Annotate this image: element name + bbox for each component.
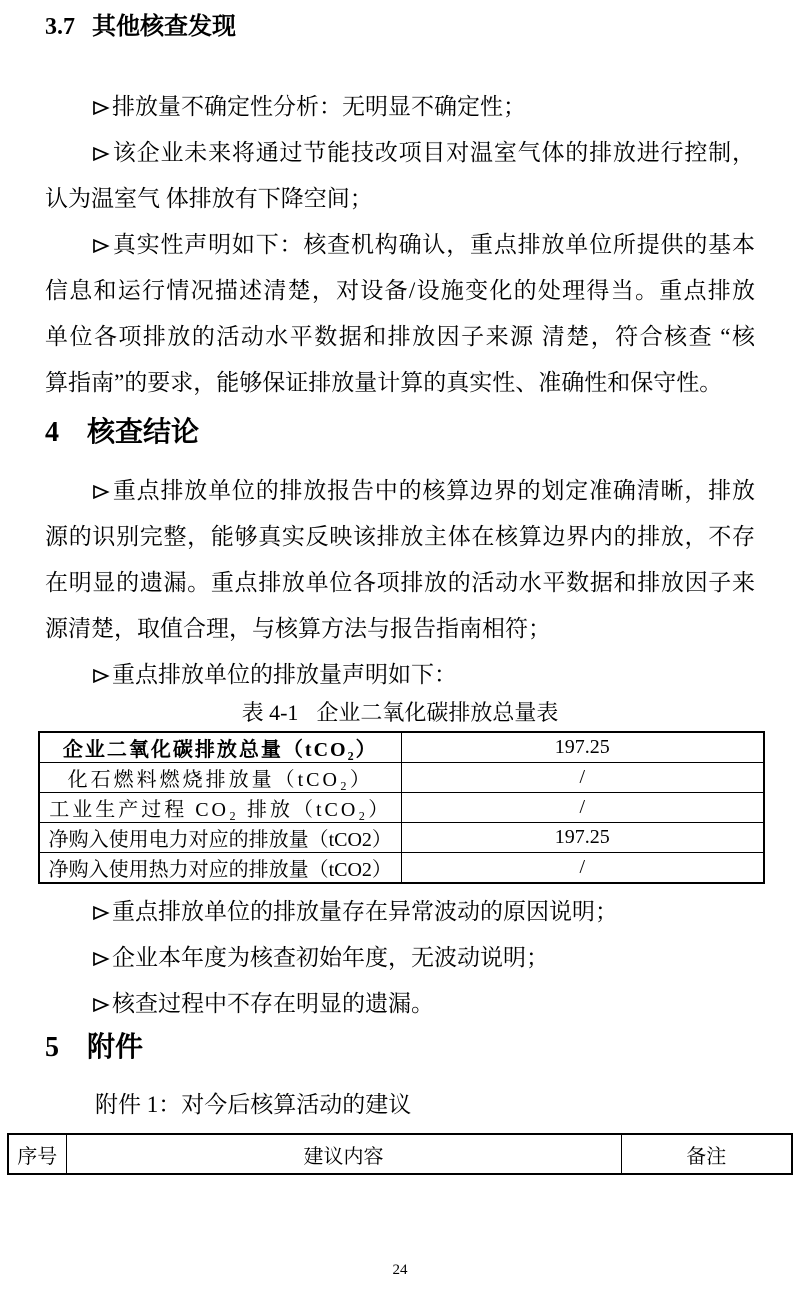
paragraph-text: 该企业未来将通过节能技改项目对温室气体的排放进行控制， [112,140,755,165]
paragraph-line [45,222,755,268]
bulleted-paragraph-fluctuation [45,889,755,935]
arrow-bullet-icon [92,100,110,116]
emissions-table [38,731,765,884]
table-row [39,823,764,853]
emission-label-cell: 企业二氧化碳排放总量（tCO₂） [39,732,401,763]
emission-label-cell: 净购入使用电力对应的排放量（tCO2） [39,823,401,853]
paragraph-line [45,652,755,698]
section-heading-3-7 [45,10,755,44]
paragraph-text: 排放量不确定性分析：无明显不确定性； [112,94,526,119]
table-caption-label: 表 4-1 [241,700,299,725]
table-caption-title: 企业二氧化碳排放总量表 [316,700,559,725]
arrow-bullet-icon [92,997,110,1013]
arrow-bullet-icon [92,146,110,162]
paragraph-line: 源清楚，取值合理，与核算方法与报告指南相符； [45,616,551,641]
table-caption [0,700,800,726]
paragraph-line [45,130,755,176]
paragraph-text: 真实性声明如下：核查机构确认，重点排放单位所提供的基本 [112,232,755,257]
emission-value-cell: / [401,763,764,793]
paragraph-text: 重点排放单位的排放量存在异常波动的原因说明； [112,899,618,924]
arrow-bullet-icon [92,951,110,967]
arrow-bullet-icon [92,668,110,684]
section-number: 5 [45,1032,59,1063]
paragraph-text: 重点排放单位的排放量声明如下： [112,662,457,687]
paragraph-line [45,889,755,935]
table-header-row [8,1134,792,1174]
paragraph-line: 信息和运行情况描述清楚，对设备/设施变化的处理得当。重点排放 [45,278,755,303]
emission-value-cell: / [401,853,764,884]
table-row [39,793,764,823]
page-number: 24 [392,1262,408,1278]
table-row [39,732,764,763]
paragraph-text: 核查过程中不存在明显的遗漏。 [112,991,434,1016]
emission-value-cell: 197.25 [401,732,764,763]
attachment-title: 附件 1：对今后核算活动的建议 [95,1092,412,1117]
paragraph-line: 源的识别完整，能够真实反映该排放主体在核算边界内的排放，不存 [45,524,755,549]
arrow-bullet-icon [92,905,110,921]
bulleted-paragraph-statement [45,222,755,406]
bulleted-paragraph-uncertainty [45,84,755,130]
section-heading-5 [45,1029,755,1067]
bulleted-paragraph-initial-year [45,935,755,981]
section-title: 附件 [87,1032,144,1063]
header-cell-remark: 备注 [621,1134,792,1174]
table-row [39,853,764,884]
emission-value-cell: 197.25 [401,823,764,853]
paragraph-text: 企业本年度为核查初始年度，无波动说明； [112,945,549,970]
bulleted-paragraph-control [45,130,755,222]
bulleted-paragraph-declaration [45,652,755,698]
arrow-bullet-icon [92,484,110,500]
paragraph-line [45,84,755,130]
paragraph-line [45,468,755,514]
paragraph-line: 单位各项排放的活动水平数据和排放因子来源 清楚，符合核查 “核 [45,324,755,349]
paragraph-line [45,981,755,1027]
paragraph-line: 认为温室气 体排放有下降空间； [45,186,373,211]
table-row [39,763,764,793]
section-number: 3.7 [45,14,75,40]
section-title: 其他核查发现 [92,14,236,40]
header-cell-index: 序号 [8,1134,66,1174]
section-number: 4 [45,417,59,448]
paragraph-line: 算指南”的要求，能够保证排放量计算的真实性、准确性和保守性。 [45,370,723,395]
section-heading-4 [45,414,755,452]
emission-label-cell: 净购入使用热力对应的排放量（tCO2） [39,853,401,884]
emission-label-cell: 化石燃料燃烧排放量（tCO₂） [39,763,401,793]
emission-value-cell: / [401,793,764,823]
suggestions-table [7,1133,793,1175]
emission-label-cell: 工业生产过程 CO₂ 排放（tCO₂） [39,793,401,823]
paragraph-line: 在明显的遗漏。重点排放单位各项排放的活动水平数据和排放因子来 [45,570,755,595]
header-cell-suggestion: 建议内容 [66,1134,621,1174]
arrow-bullet-icon [92,238,110,254]
paragraph-line [45,935,755,981]
bulleted-paragraph-no-omission [45,981,755,1027]
paragraph-text: 重点排放单位的排放报告中的核算边界的划定准确清晰，排放 [112,478,755,503]
section-title: 核查结论 [87,417,200,448]
bulleted-paragraph-boundary [45,468,755,652]
